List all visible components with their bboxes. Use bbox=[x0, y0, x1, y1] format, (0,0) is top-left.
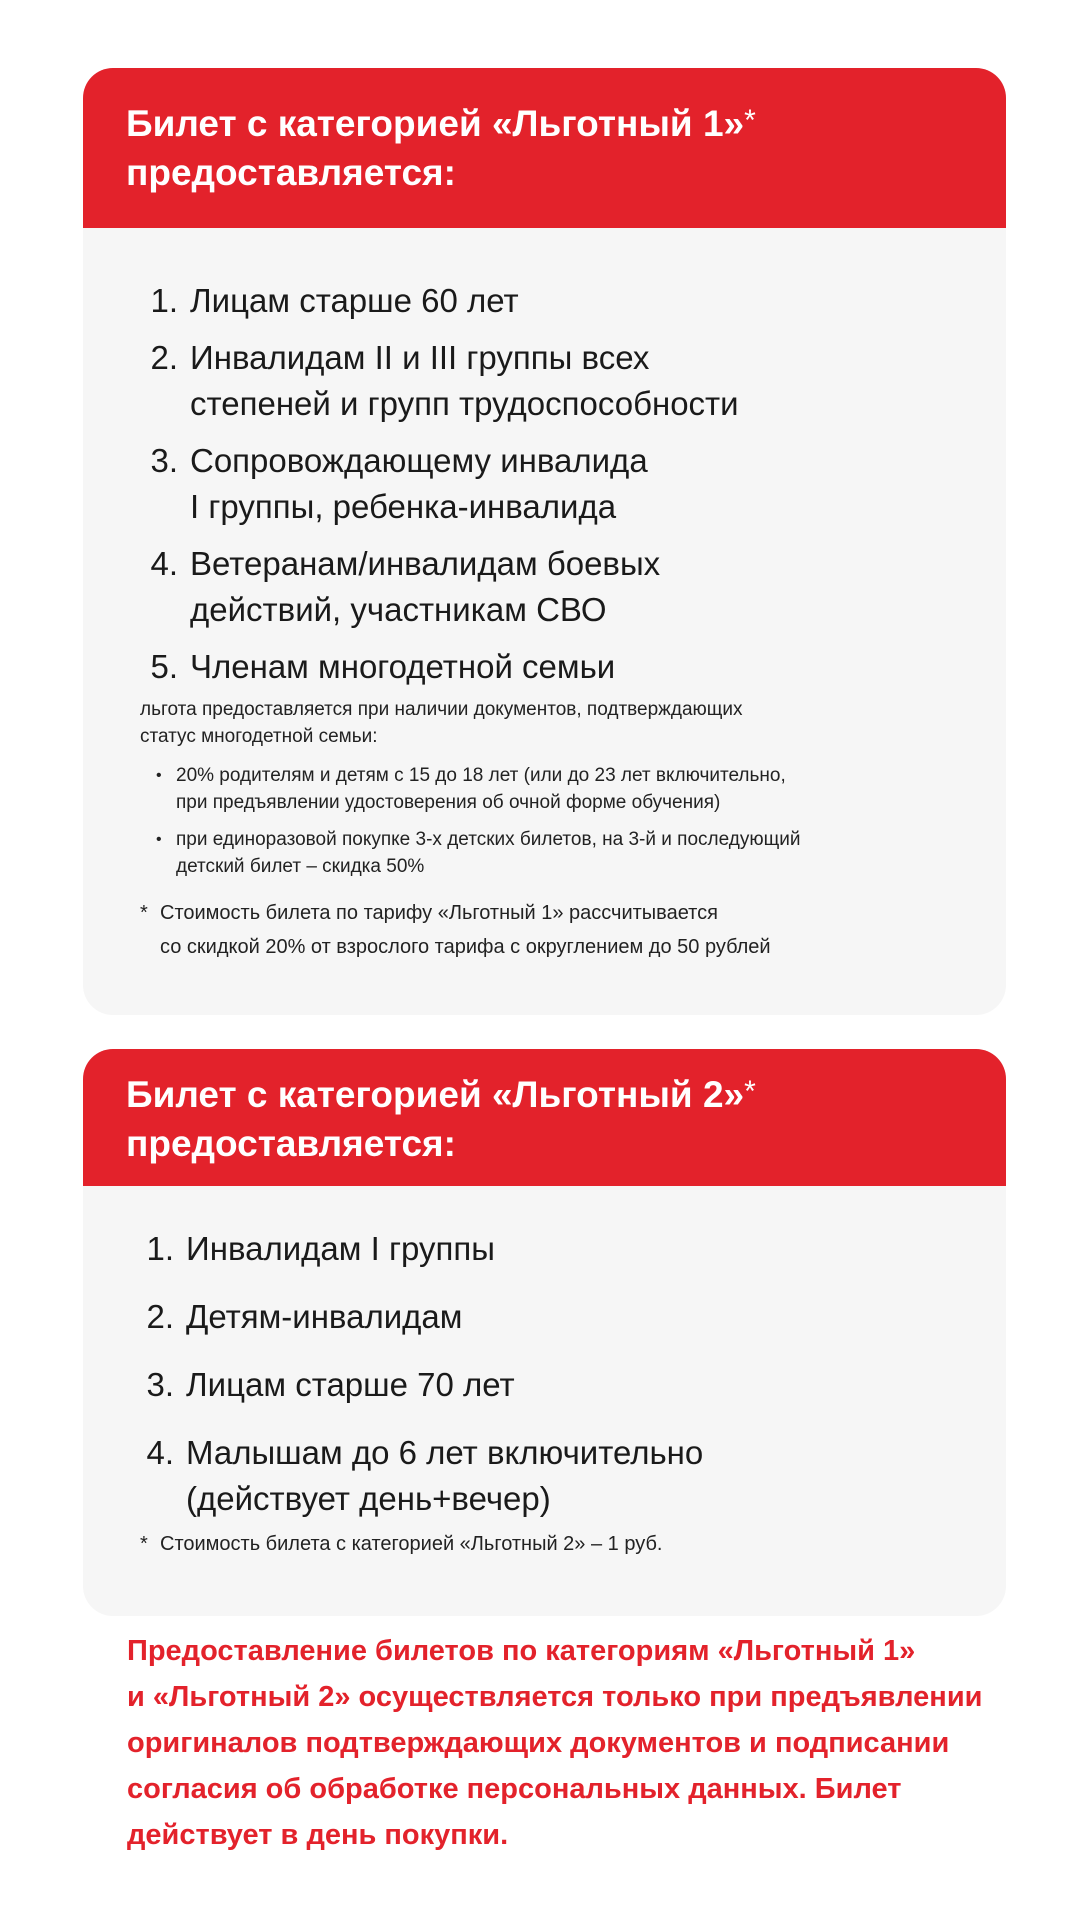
item-text: Лицам старше 70 лет bbox=[186, 1366, 515, 1403]
item-text: степеней и групп трудоспособности bbox=[190, 385, 739, 422]
item-text: Инвалидам I группы bbox=[186, 1230, 495, 1267]
list-item bbox=[131, 1294, 1006, 1340]
item-number: 5. bbox=[150, 648, 178, 685]
list-item bbox=[135, 644, 1006, 690]
card-2-title bbox=[126, 1067, 1006, 1168]
list-item bbox=[135, 335, 1006, 427]
item-number: 2. bbox=[150, 339, 178, 376]
footnote-text: Стоимость билета с категорией «Льготный 2» – 1 руб. bbox=[160, 1533, 663, 1555]
note-line: согласия об обработке персональных данных. Билет bbox=[127, 1773, 902, 1805]
item-text: (действует день+вечер) bbox=[186, 1480, 551, 1517]
list-item bbox=[135, 438, 1006, 530]
benefit-card-1 bbox=[83, 68, 1006, 1015]
note-line: действует в день покупки. bbox=[127, 1819, 509, 1851]
card-2-title-line2: предоставляется: bbox=[126, 1123, 456, 1164]
card-1-title bbox=[126, 96, 1006, 197]
item-text: действий, участникам СВО bbox=[190, 591, 607, 628]
note-line: статус многодетной семьи: bbox=[140, 726, 378, 747]
note-line: оригиналов подтверждающих документов и подписании bbox=[127, 1727, 950, 1759]
note-line: и «Льготный 2» осуществляется только при предъявлении bbox=[127, 1681, 983, 1713]
card-1-list bbox=[83, 228, 1006, 690]
footnote-asterisk: * bbox=[140, 902, 148, 924]
card-1-title-line2: предоставляется: bbox=[126, 152, 456, 193]
footnote-text: со скидкой 20% от взрослого тарифа с округлением до 50 рублей bbox=[160, 936, 771, 958]
card-1-footnote bbox=[140, 896, 1006, 964]
item-number: 1. bbox=[146, 1230, 174, 1267]
item-text: Ветеранам/инвалидам боевых bbox=[190, 545, 661, 582]
item-number: 3. bbox=[150, 442, 178, 479]
item-number: 3. bbox=[146, 1366, 174, 1403]
card-2-title-asterisk: * bbox=[744, 1075, 756, 1108]
item-text: Лицам старше 60 лет bbox=[190, 282, 519, 319]
item-text: I группы, ребенка-инвалида bbox=[190, 488, 617, 525]
bullet-text: детский билет – скидка 50% bbox=[176, 856, 425, 877]
item-text: Детям-инвалидам bbox=[186, 1298, 463, 1335]
card-2-footnote bbox=[140, 1530, 1006, 1558]
note-line: льгота предоставляется при наличии документов, подтверждающих bbox=[140, 699, 743, 720]
bullet-item bbox=[156, 762, 1006, 816]
list-item bbox=[131, 1362, 1006, 1408]
discount-bullets bbox=[156, 762, 1006, 880]
list-item bbox=[135, 278, 1006, 324]
bullet-item bbox=[156, 826, 1006, 880]
card-2-header bbox=[83, 1049, 1006, 1186]
card-2-title-line1: Билет с категорией «Льготный 2» bbox=[126, 1074, 745, 1115]
item-text: Сопровождающему инвалида bbox=[190, 442, 648, 479]
item-number: 4. bbox=[150, 545, 178, 582]
item-number: 1. bbox=[150, 282, 178, 319]
item-number: 4. bbox=[146, 1434, 174, 1471]
note-line: Предоставление билетов по категориям «Льготный 1» bbox=[127, 1635, 916, 1667]
list-item bbox=[131, 1430, 1006, 1522]
item-text: Инвалидам II и III группы всех bbox=[190, 339, 650, 376]
footnote-asterisk: * bbox=[140, 1533, 148, 1555]
list-item bbox=[131, 1226, 1006, 1272]
bullet-text: 20% родителям и детям с 15 до 18 лет (или до 23 лет включительно, bbox=[176, 765, 786, 786]
footnote-text: Стоимость билета по тарифу «Льготный 1» рассчитывается bbox=[160, 902, 718, 924]
bullet-dot-icon: • bbox=[156, 831, 162, 848]
bullet-text: при единоразовой покупке 3-х детских билетов, на 3-й и последующий bbox=[176, 829, 801, 850]
item-number: 2. bbox=[146, 1298, 174, 1335]
item-text: Членам многодетной семьи bbox=[190, 648, 616, 685]
card-2-list bbox=[83, 1186, 1006, 1522]
bullet-dot-icon: • bbox=[156, 767, 162, 784]
benefit-card-2 bbox=[83, 1049, 1006, 1616]
bullet-text: при предъявлении удостоверения об очной форме обучения) bbox=[176, 792, 721, 813]
large-family-note bbox=[140, 696, 1006, 750]
card-1-title-line1: Билет с категорией «Льготный 1» bbox=[126, 103, 745, 144]
card-1-header bbox=[83, 68, 1006, 228]
card-1-title-asterisk: * bbox=[744, 104, 756, 137]
list-item bbox=[135, 541, 1006, 633]
item-text: Малышам до 6 лет включительно bbox=[186, 1434, 704, 1471]
documents-requirement-note bbox=[127, 1628, 1007, 1858]
